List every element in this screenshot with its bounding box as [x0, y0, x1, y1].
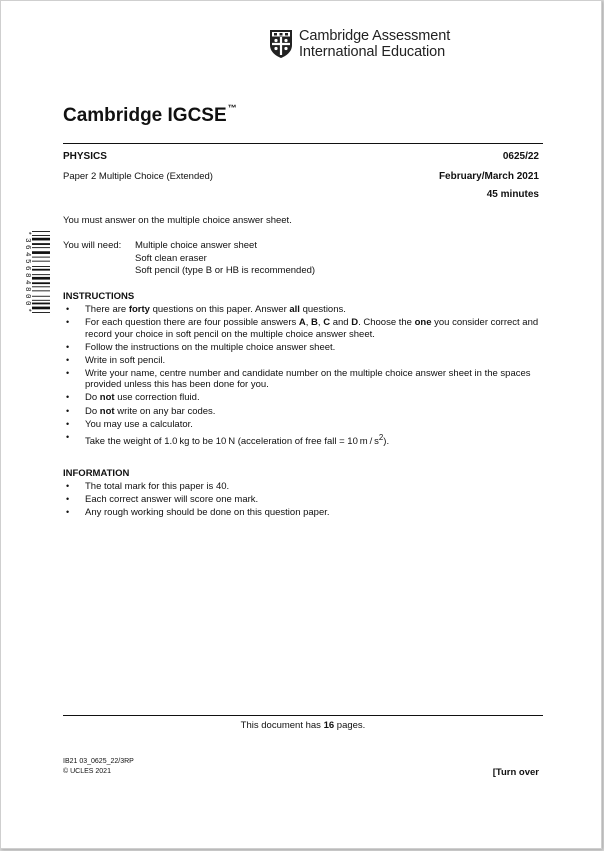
barcode-bar	[32, 257, 50, 258]
information-list	[63, 481, 545, 520]
instruction-item	[63, 419, 545, 431]
barcode-bar	[32, 300, 50, 301]
need-item: Soft clean eraser	[135, 252, 207, 264]
instruction-item-text: use correction fluid.	[114, 392, 200, 404]
barcode	[19, 229, 51, 341]
copyright: © UCLES 2021	[63, 768, 111, 775]
barcode-bar	[32, 282, 50, 284]
instruction-item-text: A	[298, 317, 306, 329]
instruction-item	[63, 355, 545, 367]
barcode-bars	[32, 231, 50, 313]
barcode-bar	[32, 238, 50, 241]
qualification-title	[63, 105, 237, 127]
instruction-item-text: C	[323, 317, 331, 329]
barcode-bar	[32, 261, 50, 262]
instruction-item-text: Take the weight of 1.0 kg to be 10 N (acceleration of free fall = 10 m / s	[85, 435, 379, 447]
instruction-item-text: ).	[383, 435, 390, 447]
instruction-item-text: ,	[317, 317, 324, 329]
barcode-bar	[32, 312, 50, 313]
information-item-text: Each correct answer will score one mark.	[85, 494, 259, 506]
need-list	[135, 240, 315, 278]
instruction-item-text: questions.	[299, 304, 346, 315]
page-count-post: pages.	[334, 720, 366, 731]
instruction-item	[63, 432, 545, 448]
turn-over: [Turn over	[492, 767, 539, 778]
barcode-bar	[32, 296, 50, 297]
page-count-number: 16	[323, 720, 335, 731]
information-item	[63, 507, 545, 519]
information-heading: INFORMATION	[63, 468, 130, 479]
trademark-symbol: ™	[227, 103, 237, 113]
barcode-bar	[32, 231, 50, 232]
cambridge-crest-icon	[269, 29, 293, 59]
barcode-bar	[32, 251, 50, 254]
instruction-item-text: There are	[85, 304, 129, 315]
exam-session: February/March 2021	[438, 171, 539, 182]
barcode-bar	[32, 243, 50, 245]
org-name-line1: Cambridge Assessment	[299, 28, 451, 44]
title-text: Cambridge IGCSE	[63, 105, 227, 126]
document-reference: IB21 03_0625_22/3RP	[63, 758, 134, 765]
barcode-bar	[32, 290, 50, 291]
footer-rule	[63, 715, 543, 716]
answer-sheet-note: You must answer on the multiple choice answer sheet.	[63, 215, 292, 226]
barcode-bar	[32, 274, 50, 275]
instruction-item-text: you consider correct and record your choice in soft pencil on the multiple choice answer sheet.	[85, 317, 539, 340]
instruction-item-text: Do	[85, 392, 100, 404]
instructions-heading: INSTRUCTIONS	[63, 291, 135, 302]
barcode-bar	[32, 286, 50, 287]
instruction-item-text: one	[414, 317, 432, 329]
information-item	[63, 481, 545, 493]
barcode-bar	[32, 266, 50, 267]
barcode-bar	[32, 269, 50, 271]
instruction-item	[63, 304, 545, 316]
need-item: Soft pencil (type B or HB is recommended)	[135, 265, 316, 276]
instruction-item-text: Write your name, centre number and candidate number on the multiple choice answer sheet in the spaces provided unless this has been done for you.	[85, 367, 531, 391]
instructions-list	[63, 304, 545, 449]
instruction-item-text: forty	[128, 304, 150, 315]
instruction-item-text: . Choose the	[358, 317, 415, 329]
instruction-item-text: write on any bar codes.	[114, 405, 216, 417]
instruction-item-text: and	[330, 317, 352, 329]
instruction-item-text: For each question there are four possible answers	[85, 317, 299, 329]
instruction-item	[63, 317, 545, 340]
org-name-line2: International Education	[299, 44, 446, 60]
instruction-item-text: D	[351, 317, 359, 329]
page-count-pre: This document has	[240, 720, 324, 731]
information-item-text: Any rough working should be done on this question paper.	[85, 507, 330, 519]
subject: PHYSICS	[63, 151, 107, 162]
instruction-item-text: You may use a calculator.	[85, 418, 193, 430]
instruction-item-text: ,	[305, 317, 312, 329]
barcode-bar	[32, 247, 50, 248]
exam-duration: 45 minutes	[486, 189, 539, 200]
instruction-item	[63, 342, 545, 354]
information-item	[63, 494, 545, 506]
barcode-bar	[32, 235, 50, 236]
need-label: You will need:	[63, 240, 122, 251]
barcode-bar	[32, 277, 50, 280]
barcode-number: *3645684800*	[23, 231, 31, 316]
information-item-text: The total mark for this paper is 40.	[85, 481, 230, 492]
instruction-item	[63, 392, 545, 404]
instruction-item-text: Do	[85, 405, 100, 417]
instruction-item	[63, 406, 545, 418]
instruction-item-text: not	[99, 405, 115, 417]
header-rule	[63, 143, 543, 144]
instruction-item-text: Write in soft pencil.	[85, 354, 166, 366]
paper-code: 0625/22	[502, 151, 539, 162]
instruction-item-text: questions on this paper. Answer	[149, 304, 290, 315]
paper-name: Paper 2 Multiple Choice (Extended)	[63, 171, 213, 182]
instruction-item-text: all	[289, 304, 300, 315]
need-item: Multiple choice answer sheet	[135, 240, 257, 251]
instruction-item-text: not	[99, 392, 115, 404]
instruction-item-text: B	[311, 317, 318, 329]
instruction-item-text: 2	[378, 432, 384, 442]
barcode-bar	[32, 303, 50, 305]
page-count	[1, 720, 604, 731]
barcode-bar	[32, 307, 50, 310]
instruction-item-text: Follow the instructions on the multiple choice answer sheet.	[85, 341, 336, 353]
instruction-item	[63, 368, 545, 391]
